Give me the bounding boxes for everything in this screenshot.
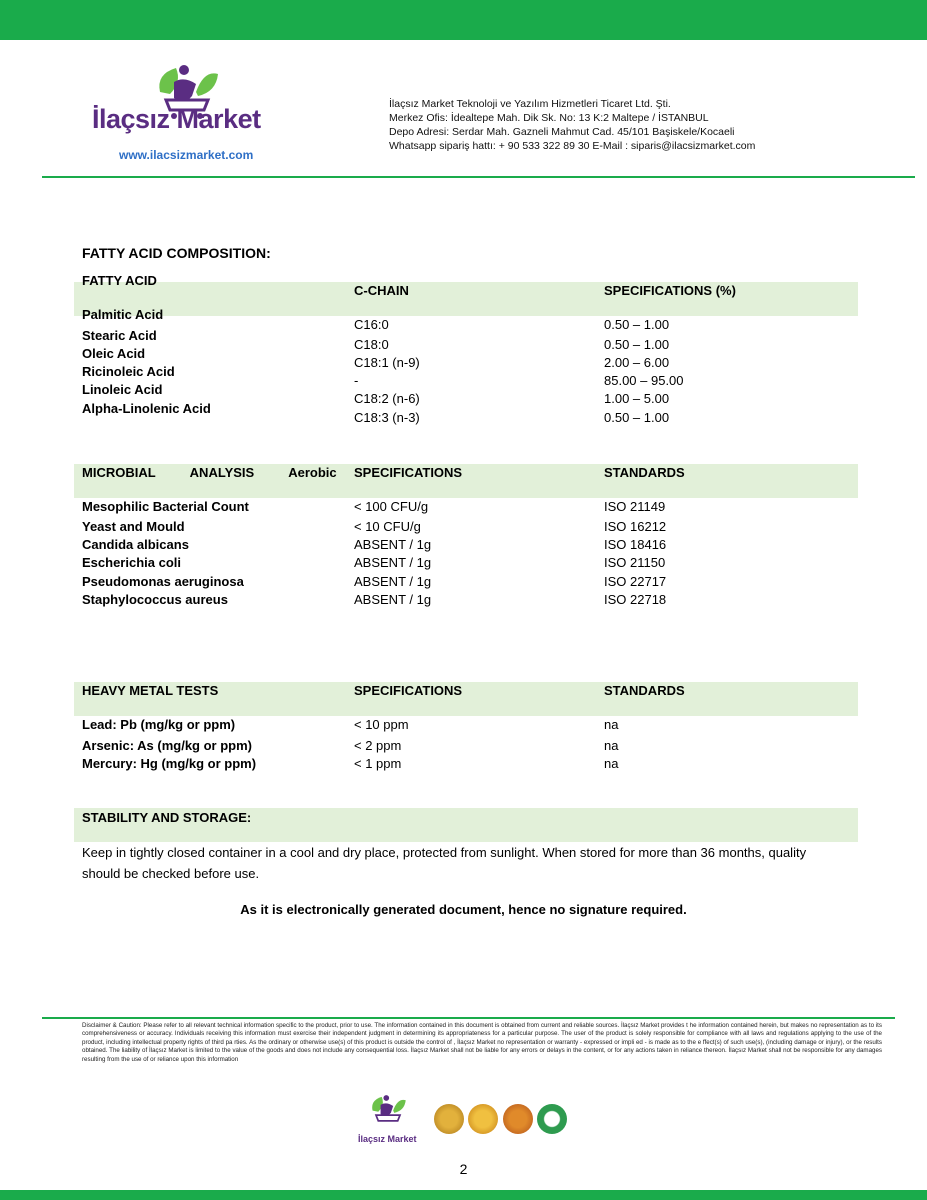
- company-name-line: İlaçsız Market Teknoloji ve Yazılım Hizmetleri Ticaret Ltd. Şti.: [389, 98, 671, 110]
- stability-description: Keep in tightly closed container in a cool and dry place, protected from sunlight. When stored for more than 36 months, quality should be checked before use.: [82, 845, 807, 881]
- iso-certificate-badge-icon: [468, 1104, 498, 1134]
- microbial-row-standard: ISO 18416: [604, 537, 667, 552]
- fatty-row-spec: 0.50 – 1.00: [604, 410, 670, 425]
- fatty-row-chain: C18:1 (n-9): [354, 355, 420, 370]
- warehouse-line: Depo Adresi: Serdar Mah. Gazneli Mahmut Cad. 45/101 Başiskele/Kocaeli: [389, 126, 735, 138]
- microbial-row-standard: ISO 21149: [604, 499, 666, 514]
- gmp-badge-icon: [503, 1104, 533, 1134]
- fatty-row-chain: C18:2 (n-6): [354, 391, 420, 406]
- fatty-spec-col-header: SPECIFICATIONS (%): [604, 283, 736, 298]
- microbial-row-name: Escherichia coli: [82, 555, 181, 570]
- microbial-spec-col-header: SPECIFICATIONS: [354, 465, 463, 480]
- microbial-col-header: [82, 465, 337, 480]
- microbial-row-spec: ABSENT / 1g: [354, 537, 432, 552]
- fatty-row-spec: 2.00 – 6.00: [604, 355, 670, 370]
- heavy-metal-row-spec: < 2 ppm: [354, 738, 402, 753]
- fatty-row-spec: 0.50 – 1.00: [604, 337, 670, 352]
- fatty-row-name: Stearic Acid: [82, 328, 157, 343]
- heavy-metal-col-header: HEAVY METAL TESTS: [82, 683, 219, 698]
- fatty-row-name: Ricinoleic Acid: [82, 364, 175, 379]
- top-green-bar: [0, 0, 927, 40]
- fatty-row-chain: C18:0: [354, 337, 389, 352]
- page-number: 2: [459, 1161, 468, 1177]
- fatty-acid-col-header: FATTY ACID: [82, 273, 157, 288]
- heavy-metal-row-spec: < 10 ppm: [354, 717, 409, 732]
- fatty-row-chain: -: [354, 373, 359, 388]
- microbial-row-standard: ISO 22718: [604, 592, 667, 607]
- logo-website-url[interactable]: www.ilacsizmarket.com: [119, 148, 254, 162]
- heavy-metal-std-col-header: STANDARDS: [604, 683, 685, 698]
- heavy-metal-row-name: Mercury: Hg (mg/kg or ppm): [82, 756, 257, 771]
- c-chain-col-header: C-CHAIN: [354, 283, 409, 298]
- heavy-metal-row-spec: < 1 ppm: [354, 756, 402, 771]
- fatty-row-name: Oleic Acid: [82, 346, 146, 361]
- fatty-acid-header-band: [74, 282, 858, 316]
- stability-section-title: STABILITY AND STORAGE:: [82, 810, 252, 825]
- footer-logo-wordmark: İlaçsız Market: [358, 1134, 417, 1144]
- fatty-row-spec: 0.50 – 1.00: [604, 317, 670, 332]
- fatty-row-name: Linoleic Acid: [82, 382, 163, 397]
- bottom-green-bar: [0, 1190, 927, 1200]
- heavy-metal-row-standard: na: [604, 738, 619, 753]
- logo-wordmark: İlaçsız Market: [92, 104, 261, 134]
- microbial-row-spec: ABSENT / 1g: [354, 555, 432, 570]
- company-address-block: [389, 97, 755, 153]
- analysis-header-word: ANALYSIS: [189, 465, 255, 480]
- heavy-metal-row-standard: na: [604, 717, 619, 732]
- fatty-row-spec: 1.00 – 5.00: [604, 391, 670, 406]
- microbial-row-standard: ISO 21150: [604, 555, 666, 570]
- microbial-row-name: Mesophilic Bacterial Count: [82, 499, 249, 514]
- footer-logo-figure-icon: [368, 1090, 408, 1130]
- microbial-row-name: Pseudomonas aeruginosa: [82, 574, 244, 589]
- heavy-metal-row-name: Arsenic: As (mg/kg or ppm): [82, 738, 252, 753]
- microbial-row-spec: ABSENT / 1g: [354, 574, 432, 589]
- footer-logo: [358, 1090, 428, 1150]
- microbial-row-name: Yeast and Mould: [82, 519, 185, 534]
- microbial-row-spec: < 10 CFU/g: [354, 519, 421, 534]
- aerobic-header-word: Aerobic: [288, 465, 337, 480]
- company-logo: [92, 62, 332, 162]
- fatty-row-chain: C18:3 (n-3): [354, 410, 420, 425]
- microbial-row-standard: ISO 16212: [604, 519, 667, 534]
- quality-seal-icon: [434, 1104, 464, 1134]
- electronic-document-note: As it is electronically generated document, hence no signature required.: [240, 902, 687, 917]
- fatty-acid-section-title: FATTY ACID COMPOSITION:: [82, 245, 271, 261]
- halal-badge-icon: [537, 1104, 567, 1134]
- fatty-row-name: Alpha-Linolenic Acid: [82, 401, 211, 416]
- heavy-metal-row-name: Lead: Pb (mg/kg or ppm): [82, 717, 236, 732]
- header-divider: [42, 176, 915, 178]
- footer-divider: [42, 1017, 895, 1019]
- microbial-header-word: MICROBIAL: [82, 465, 156, 480]
- disclaimer-text: Disclaimer & Caution: Please refer to all relevant technical information specific to the product, prior to use. The information contained in this document is obtained from current and reliable sources. İlaçsız Market provides t he information contained herein, but makes no representation as to its comprehensiveness or accuracy. Individuals receiving this information must exercise their independent judgment in determining its appropriateness for a particular purpose. The user of the product is solely responsible for compliance with all laws and regulations applying to the use of the product, including intellectual property rights of third pa rties. As the ordinary or otherwise use(s) of this product is outside the control of , İlaçsız Market no representation or warranty - expressed or impli ed - is made as to the e ffect(s) of such use(s), (including damage or injury), or the results obtained. The liability of İlaçsız Market is limited to the value of the goods and does not include any consequential loss. İlaçsız Market shall not be liable for any errors or delays in the content, or for any actions taken in reliance thereon. İlaçsız Market shall not be responsible for any damages resulting from the use of or reliance upon this information: [82, 1022, 882, 1063]
- head-office-line: Merkez Ofis: İdealtepe Mah. Dik Sk. No: 13 K:2 Maltepe / İSTANBUL: [389, 112, 709, 124]
- fatty-row-chain: C16:0: [354, 317, 389, 332]
- microbial-std-col-header: STANDARDS: [604, 465, 685, 480]
- fatty-row-spec: 85.00 – 95.00: [604, 373, 684, 388]
- microbial-row-spec: < 100 CFU/g: [354, 499, 429, 514]
- contact-line: Whatsapp sipariş hattı: + 90 533 322 89 30 E-Mail : siparis@ilacsizmarket.com: [389, 140, 756, 152]
- microbial-row-name: Staphylococcus aureus: [82, 592, 228, 607]
- heavy-metal-row-standard: na: [604, 756, 619, 771]
- microbial-row-spec: ABSENT / 1g: [354, 592, 432, 607]
- microbial-row-name: Candida albicans: [82, 537, 189, 552]
- heavy-metal-spec-col-header: SPECIFICATIONS: [354, 683, 463, 698]
- microbial-row-standard: ISO 22717: [604, 574, 667, 589]
- fatty-row-name: Palmitic Acid: [82, 307, 164, 322]
